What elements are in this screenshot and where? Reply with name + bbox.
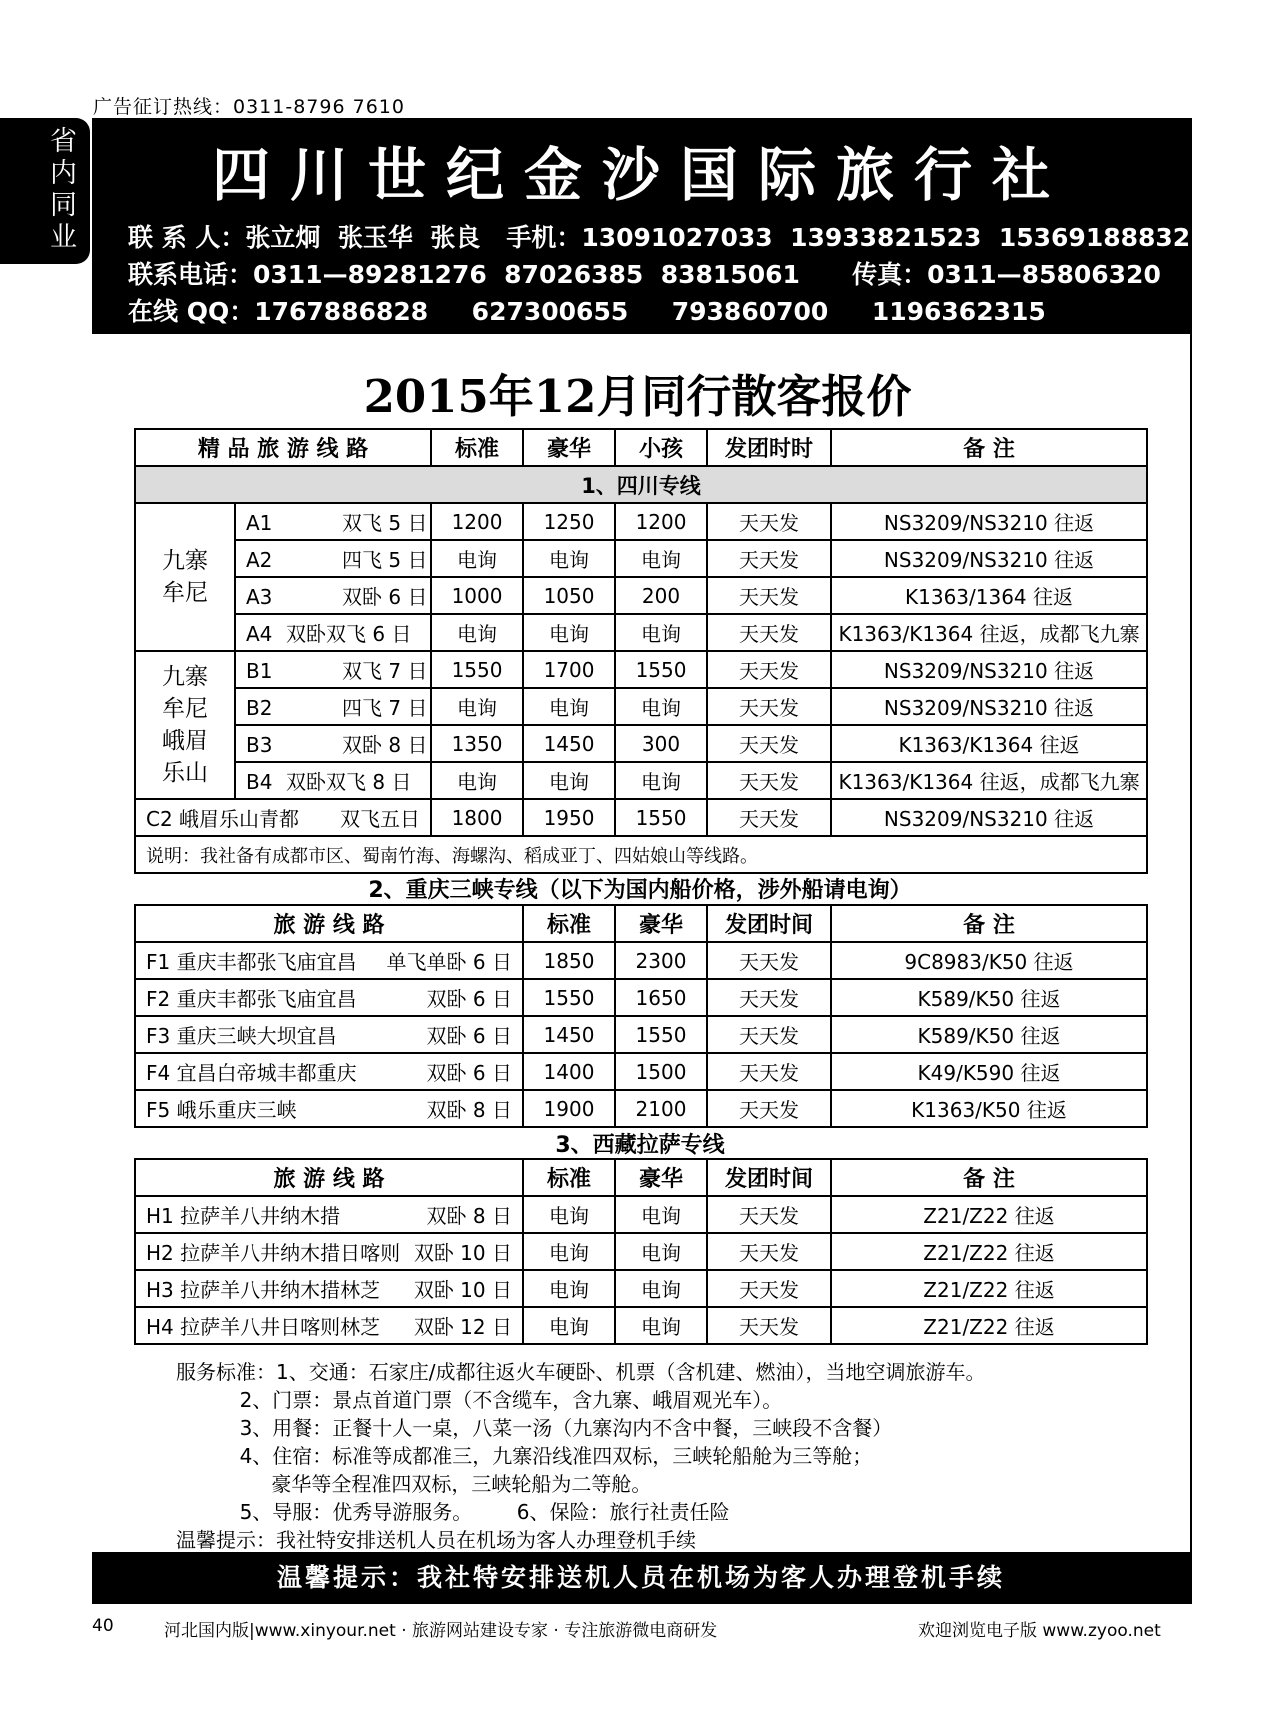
col-luxury: 豪华	[523, 429, 615, 466]
table-row: A2 四飞 5 日 电询 电询 电询 天天发 NS3209/NS3210 往返	[135, 540, 1147, 577]
contact-phones: 联系电话：0311—89281276 87026385 83815061 传真：0311—85806320	[128, 260, 1161, 289]
table-row: A4 双卧双飞 6 日 电询 电询 电询 天天发 K1363/K1364 往返，成都飞九寨	[135, 614, 1147, 651]
table-row: F3 重庆三峡大坝宜昌 双卧 6 日 1450 1550 天天发 K589/K50 往返	[135, 1016, 1147, 1053]
table-row: F4 宜昌白帝城丰都重庆 双卧 6 日 1400 1500 天天发 K49/K590 往返	[135, 1053, 1147, 1090]
footer-middle: 河北国内版|www.xinyour.net · 旅游网站建设专家 · 专注旅游微电商研发	[164, 1621, 718, 1641]
tip-banner: 温馨提示：我社特安排送机人员在机场为客人办理登机手续	[92, 1552, 1190, 1604]
table-row: C2 峨眉乐山青都 双飞五日 1800 1950 1550 天天发 NS3209/NS3210 往返	[135, 799, 1147, 836]
table-row: F2 重庆丰都张飞庙宜昌 双卧 6 日 1550 1650 天天发 K589/K50 往返	[135, 979, 1147, 1016]
col-standard: 标准	[431, 429, 523, 466]
table-row: B4 双卧双飞 8 日 电询 电询 电询 天天发 K1363/K1364 往返，成都飞九寨	[135, 762, 1147, 799]
tibet-table	[134, 1158, 1148, 1345]
region-cell: 九寨牟尼	[135, 503, 235, 651]
table-row: 九寨牟尼 A1 双飞 5 日 1200 1250 1200 天天发 NS3209/NS3210 往返	[135, 503, 1147, 540]
table-row: H3 拉萨羊八井纳木措林芝 双卧 10 日 电询 电询 天天发 Z21/Z22 往返	[135, 1270, 1147, 1307]
table-row: A3 双卧 6 日 1000 1050 200 天天发 K1363/1364 往返	[135, 577, 1147, 614]
table-row: H1 拉萨羊八井纳木措 双卧 8 日 电询 电询 天天发 Z21/Z22 往返	[135, 1196, 1147, 1233]
col-departure: 发团时时	[707, 429, 831, 466]
page-title: 2015年12月同行散客报价	[363, 370, 912, 423]
contact-qq: 在线 QQ：1767886828 627300655 793860700 1196362315	[128, 297, 1046, 326]
table-row: F5 峨乐重庆三峡 双卧 8 日 1900 2100 天天发 K1363/K50 往返	[135, 1090, 1147, 1127]
page-rule	[1190, 118, 1192, 1604]
footer-right: 欢迎浏览电子版 www.zyoo.net	[918, 1621, 1161, 1641]
section-title-chongqing: 2、重庆三峡专线（以下为国内船价格，涉外船请电询）	[368, 878, 912, 903]
sichuan-table	[134, 428, 1148, 874]
side-tab-text: 省 内 同 业	[50, 126, 77, 253]
table-row: H2 拉萨羊八井纳木措日喀则 双卧 10 日 电询 电询 天天发 Z21/Z22 往返	[135, 1233, 1147, 1270]
company-name: 四川世纪金沙国际旅行社	[211, 141, 1070, 209]
table-row: B2 四飞 7 日 电询 电询 电询 天天发 NS3209/NS3210 往返	[135, 688, 1147, 725]
col-note: 备 注	[831, 429, 1147, 466]
table-row: H4 拉萨羊八井日喀则林芝 双卧 12 日 电询 电询 天天发 Z21/Z22 往返	[135, 1307, 1147, 1344]
table-row: 九寨牟尼峨眉乐山 B1 双飞 7 日 1550 1700 1550 天天发 NS3209/NS3210 往返	[135, 651, 1147, 688]
page-number: 40	[92, 1616, 114, 1636]
contact-persons: 联 系 人：张立炯 张玉华 张良 手机：13091027033 13933821523 15369188832	[128, 223, 1191, 252]
header-banner	[92, 118, 1190, 334]
remark-row: 说明：我社备有成都市区、蜀南竹海、海螺沟、稻成亚丁、四姑娘山等线路。	[135, 836, 1147, 873]
region-cell: 九寨牟尼峨眉乐山	[135, 651, 235, 799]
section-title: 1、四川专线	[135, 466, 1147, 503]
col-child: 小孩	[615, 429, 707, 466]
table-header: 旅 游 线 路 标准 豪华 发团时间 备 注	[135, 1159, 1147, 1196]
table-header: 旅 游 线 路 标准 豪华 发团时间 备 注	[135, 905, 1147, 942]
side-tab	[0, 118, 90, 264]
section-row	[135, 466, 1147, 503]
table-header	[135, 429, 1147, 466]
chongqing-table	[134, 904, 1148, 1128]
ad-hotline: 广告征订热线：0311-8796 7610	[93, 96, 405, 118]
table-row: B3 双卧 8 日 1350 1450 300 天天发 K1363/K1364 往返	[135, 725, 1147, 762]
service-standards: 服务标准：1、交通：石家庄/成都往返火车硬卧、机票（含机建、燃油），当地空调旅游车。 2、门票：景点首道门票（不含缆车，含九寨、峨眉观光车）。 3、用餐：正餐十人一桌，八菜一汤（九寨沟内不含中餐，三峡段不含餐） 4、住宿：标准等成都准三，九寨沿线准四双标，三峡轮船舱为三等舱； 豪华等全程准四双标，三峡轮船为二等舱。 5、导服：优秀导游服务。 6、保险：旅行社责任险 温馨提示：我社特安排送机人员在机场为客人办理登机手续	[176, 1360, 986, 1552]
table-row: F1 重庆丰都张飞庙宜昌 单飞单卧 6 日 1850 2300 天天发 9C8983/K50 往返	[135, 942, 1147, 979]
section-title-tibet: 3、西藏拉萨专线	[555, 1133, 725, 1158]
col-route: 精 品 旅 游 线 路	[135, 429, 431, 466]
